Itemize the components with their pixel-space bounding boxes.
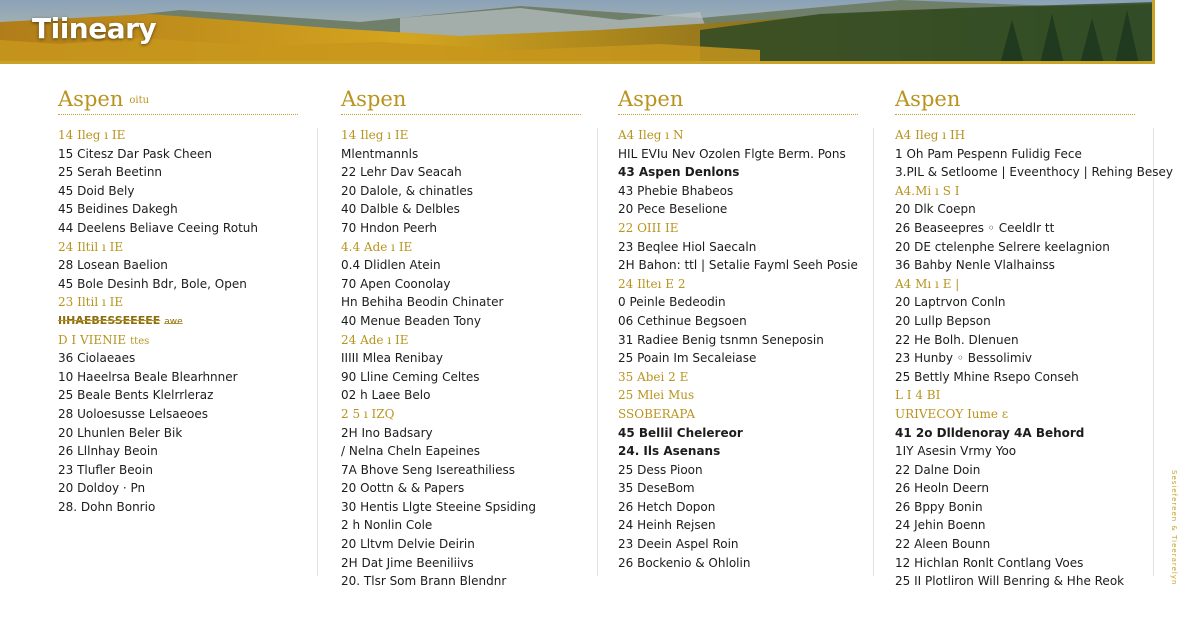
day-heading: [341, 238, 581, 257]
itinerary-item: [341, 554, 581, 573]
item-text: 20. Tlsr Som Brann Blendnr: [341, 574, 507, 589]
item-text: 35 DeseBom: [618, 481, 695, 496]
itinerary-column-2: [341, 86, 581, 591]
day-heading: [618, 405, 858, 424]
item-text: 22 Aleen Bounn: [895, 537, 991, 552]
item-text: 15 Citesz Dar Pask Cheen: [58, 146, 213, 161]
itinerary-item: [618, 163, 858, 182]
item-text: 7A Bhove Seng Isereathiliess: [341, 462, 515, 477]
column-divider: [1153, 128, 1154, 576]
heading-text: Aspen: [341, 87, 407, 111]
heading-text: Aspen: [895, 87, 961, 111]
itinerary-item: [341, 349, 581, 368]
itinerary-item: [341, 461, 581, 480]
item-text: 45 Bellil Chelereor: [618, 425, 743, 440]
itinerary-item: [895, 238, 1135, 257]
itinerary-item: [58, 145, 298, 164]
item-text: 1IY Asesin Vrmy Yoo: [895, 444, 1017, 459]
itinerary-item: [618, 145, 858, 164]
day-heading: [618, 219, 858, 238]
item-tag: ttes: [130, 335, 150, 347]
itinerary-item: [895, 368, 1135, 387]
item-text: 25 Serah Beetinn: [58, 165, 163, 180]
item-text: 26 Beaseepres ◦ Ceeldlr tt: [895, 220, 1055, 235]
itinerary-item: [895, 516, 1135, 535]
itinerary-item: [341, 275, 581, 294]
item-text: 28 Uoloesusse Lelsaeoes: [58, 406, 208, 421]
item-text: A4.Mi ı S I: [895, 183, 960, 198]
column-heading: [618, 86, 858, 115]
item-text: IIHAEBESSEEEEE: [58, 313, 161, 327]
item-text: 24 Jehin Boenn: [895, 518, 986, 533]
itinerary-item: [618, 554, 858, 573]
item-text: L I 4 BI: [895, 388, 941, 403]
itinerary-item: [895, 349, 1135, 368]
item-text: 23 Deein Aspel Roin: [618, 537, 739, 552]
itinerary-item: [895, 293, 1135, 312]
day-heading: [341, 405, 581, 424]
itinerary-item: [618, 238, 858, 257]
item-text: 14 Ileg ı IE: [341, 128, 409, 142]
itinerary-item: [618, 479, 858, 498]
day-heading: [618, 368, 858, 387]
itinerary-item: [618, 498, 858, 517]
item-text: 45 Beidines Dakegh: [58, 202, 178, 217]
heading-text: Aspen: [58, 87, 124, 111]
item-text: D I VIENIE: [58, 332, 127, 347]
itinerary-item: [341, 386, 581, 405]
item-text: 23 Hunby ◦ Bessolimiv: [895, 351, 1032, 366]
itinerary-item: [341, 479, 581, 498]
itinerary-item: [58, 498, 298, 517]
column-divider: [317, 128, 318, 576]
item-text: 23 Beqlee Hiol Saecaln: [618, 239, 757, 254]
itinerary-item: [618, 256, 858, 275]
item-text: 10 Haeelrsa Beale Blearhnner: [58, 369, 238, 384]
day-heading: [618, 386, 858, 405]
item-text: 28 Losean Baelion: [58, 258, 168, 273]
itinerary-item: [58, 182, 298, 201]
side-decoration-text: Sesiefereen & Tieerarelyn: [1170, 470, 1178, 586]
day-heading: [58, 238, 298, 257]
day-heading: [895, 182, 1135, 201]
itinerary-item: [895, 424, 1135, 443]
itinerary-item: [341, 163, 581, 182]
item-text: 26 Heoln Deern: [895, 481, 989, 496]
item-text: 25 Bettly Mhine Rsepo Conseh: [895, 369, 1079, 384]
item-text: 90 Lline Ceming Celtes: [341, 369, 480, 384]
item-text: 45 Doid Bely: [58, 183, 135, 198]
day-heading: [895, 126, 1135, 145]
itinerary-item: [618, 200, 858, 219]
item-text: 43 Aspen Denlons: [618, 165, 740, 180]
item-text: 26 Hetch Dopon: [618, 499, 716, 514]
item-text: 20 Lhunlen Beler Bik: [58, 425, 183, 440]
itinerary-item: [341, 535, 581, 554]
itinerary-list: [618, 126, 858, 572]
item-text: HIL EVIu Nev Ozolen Flgte Berm. Pons: [618, 146, 846, 161]
itinerary-item: [618, 461, 858, 480]
day-heading: [58, 312, 298, 331]
itinerary-item: [895, 331, 1135, 350]
item-text: 28. Dohn Bonrio: [58, 499, 156, 514]
item-text: A4 Mı ı E |: [895, 276, 960, 291]
item-text: 26 Bppy Bonin: [895, 499, 983, 514]
item-text: 31 Radiee Benig tsnmn Seneposin: [618, 332, 824, 347]
item-text: 25 Beale Bents Klelrrleraz: [58, 388, 214, 403]
itinerary-item: [895, 572, 1135, 591]
item-text: 20 DE ctelenphe Selrere keelagnion: [895, 239, 1110, 254]
item-text: 20 Laptrvon Conln: [895, 295, 1006, 310]
item-text: 14 Ileg ı IE: [58, 128, 126, 142]
aspen-forest-image: [0, 0, 1155, 64]
itinerary-item: [58, 424, 298, 443]
itinerary-item: [341, 293, 581, 312]
itinerary-item: [895, 312, 1135, 331]
itinerary-item: [341, 572, 581, 591]
item-text: 24 Ilteı E 2: [618, 276, 686, 291]
item-text: 25 Mlei Mus: [618, 388, 695, 403]
itinerary-item: [618, 516, 858, 535]
item-text: 06 Cethinue Begsoen: [618, 313, 747, 328]
item-text: 25 Dess Pioon: [618, 462, 703, 477]
day-heading: [341, 331, 581, 350]
itinerary-item: [618, 293, 858, 312]
itinerary-column-3: [618, 86, 858, 572]
day-heading: [895, 386, 1135, 405]
item-text: 45 Bole Desinh Bdr, Bole, Open: [58, 276, 247, 291]
item-text: 36 Ciolaeaes: [58, 351, 136, 366]
itinerary-item: [618, 535, 858, 554]
itinerary-item: [895, 256, 1135, 275]
item-text: URIVECOY Iume ε: [895, 406, 1009, 421]
page-title: Tiineary: [32, 12, 157, 45]
itinerary-item: [58, 275, 298, 294]
itinerary-item: [58, 405, 298, 424]
day-heading: [58, 331, 298, 350]
column-heading: [895, 86, 1135, 115]
item-text: 26 Lllnhay Beoin: [58, 444, 158, 459]
itinerary-item: [895, 145, 1135, 164]
itinerary-item: [341, 442, 581, 461]
itinerary-item: [895, 461, 1135, 480]
item-text: 20 Dlk Coepn: [895, 202, 976, 217]
item-text: 20 Lullp Bepson: [895, 313, 991, 328]
day-heading: [58, 126, 298, 145]
item-text: 22 Dalne Doin: [895, 462, 981, 477]
item-text: Hn Behiha Beodin Chinater: [341, 295, 504, 310]
item-text: 30 Hentis Llgte Steeine Spsiding: [341, 499, 536, 514]
item-text: 44 Deelens Beliave Ceeing Rotuh: [58, 220, 258, 235]
itinerary-item: [58, 219, 298, 238]
item-text: 0 Peinle Bedeodin: [618, 295, 726, 310]
itinerary-item: [618, 424, 858, 443]
item-text: 4.4 Ade ı IE: [341, 239, 413, 254]
itinerary-item: [341, 368, 581, 387]
day-heading: [58, 293, 298, 312]
day-heading: [618, 126, 858, 145]
itinerary-item: [895, 442, 1135, 461]
item-text: 2H Bahon: ttl | Setalie Fayml Seeh Posie: [618, 258, 858, 273]
itinerary-item: [58, 386, 298, 405]
item-text: 2 h Nonlin Cole: [341, 518, 433, 533]
itinerary-item: [58, 479, 298, 498]
column-divider: [597, 128, 598, 576]
itinerary-list: [895, 126, 1173, 591]
item-tag: awe: [164, 316, 183, 327]
item-text: 20 Dalole, & chinatles: [341, 183, 474, 198]
itinerary-item: [895, 498, 1135, 517]
item-text: 0.4 Dlidlen Atein: [341, 258, 441, 273]
itinerary-list: [58, 126, 298, 516]
itinerary-item: [618, 442, 858, 461]
column-heading: [341, 86, 581, 115]
item-text: / Nelna Cheln Eapeines: [341, 444, 480, 459]
item-text: 2H Dat Jime Beeniliivs: [341, 555, 474, 570]
item-text: 22 He Bolh. Dlenuen: [895, 332, 1019, 347]
day-heading: [895, 275, 1135, 294]
item-text: 20 Pece Beselione: [618, 202, 728, 217]
item-text: 23 Iltil ı IE: [58, 295, 124, 310]
day-heading: [895, 405, 1135, 424]
itinerary-column-4: [895, 86, 1173, 591]
itinerary-item: [341, 424, 581, 443]
item-text: 20 Oottn & & Papers: [341, 481, 465, 496]
item-text: IIIII Mlea Renibay: [341, 351, 443, 366]
item-text: 43 Phebie Bhabeos: [618, 183, 734, 198]
item-text: 23 Tlufler Beoin: [58, 462, 153, 477]
column-heading: [58, 86, 298, 115]
itinerary-item: [58, 349, 298, 368]
itinerary-item: [895, 200, 1135, 219]
itinerary-item: [895, 535, 1135, 554]
itinerary-item: [341, 256, 581, 275]
item-text: 40 Dalble & Delbles: [341, 202, 460, 217]
item-text: 22 Lehr Dav Seacah: [341, 165, 462, 180]
item-text: 24 Ade ı IE: [341, 332, 409, 347]
itinerary-item: [618, 312, 858, 331]
heading-text: Aspen: [618, 87, 684, 111]
itinerary-item: [895, 554, 1135, 573]
item-text: 70 Hndon Peerh: [341, 220, 437, 235]
itinerary-item: [58, 163, 298, 182]
itinerary-item: [618, 182, 858, 201]
item-text: 41 2o Dlldenoray 4A Behord: [895, 425, 1085, 440]
itinerary-item: [58, 442, 298, 461]
item-text: 25 Poain Im Secaleiase: [618, 351, 757, 366]
item-text: 25 II Plotliron Will Benring & Hhe Reok: [895, 574, 1125, 589]
itinerary-item: [341, 498, 581, 517]
day-heading: [341, 126, 581, 145]
item-text: 24. Ils Asenans: [618, 444, 721, 459]
itinerary-item: [341, 182, 581, 201]
day-heading: [618, 275, 858, 294]
itinerary-item: [58, 200, 298, 219]
itinerary-item: [341, 219, 581, 238]
item-text: Mlentmannls: [341, 146, 419, 161]
item-text: 22 OIII IE: [618, 220, 679, 235]
itinerary-item: [341, 516, 581, 535]
item-text: 02 h Laee Belo: [341, 388, 431, 403]
itinerary-item: [341, 145, 581, 164]
itinerary-item: [895, 163, 1173, 182]
item-text: 24 Iltil ı IE: [58, 239, 124, 254]
itinerary-item: [58, 461, 298, 480]
item-text: A4 Ileg ı IH: [895, 128, 966, 142]
item-text: 35 Abei 2 E: [618, 369, 689, 384]
itinerary-item: [895, 219, 1135, 238]
itinerary-column-1: [58, 86, 298, 516]
item-text: 36 Bahby Nenle Vlalhainss: [895, 258, 1055, 273]
itinerary-item: [618, 349, 858, 368]
column-divider: [873, 128, 874, 576]
itinerary-item: [341, 312, 581, 331]
item-text: 3.PIL & Setloome | Eveenthocy | Rehing Besey: [895, 165, 1173, 180]
item-text: 2 5 ı IZQ: [341, 406, 395, 421]
item-text: 12 Hichlan Ronlt Contlang Voes: [895, 555, 1084, 570]
item-text: 40 Menue Beaden Tony: [341, 313, 481, 328]
itinerary-item: [58, 368, 298, 387]
itinerary-item: [895, 479, 1135, 498]
item-text: 2H Ino Badsary: [341, 425, 433, 440]
itinerary-item: [58, 256, 298, 275]
itinerary-item: [618, 331, 858, 350]
item-text: 70 Apen Coonolay: [341, 276, 451, 291]
heading-subtext: oitu: [129, 94, 150, 106]
item-text: A4 Ileg ı N: [618, 128, 684, 142]
item-text: 24 Heinh Rejsen: [618, 518, 716, 533]
item-text: 1 Oh Pam Pespenn Fulidig Fece: [895, 146, 1082, 161]
header-banner: [0, 0, 1155, 64]
item-text: 26 Bockenio & Ohlolin: [618, 555, 751, 570]
item-text: 20 Doldoy · Pn: [58, 481, 146, 496]
item-text: SSOBERAPA: [618, 406, 695, 421]
itinerary-item: [341, 200, 581, 219]
item-text: 20 Lltvm Delvie Deirin: [341, 537, 475, 552]
itinerary-list: [341, 126, 581, 591]
